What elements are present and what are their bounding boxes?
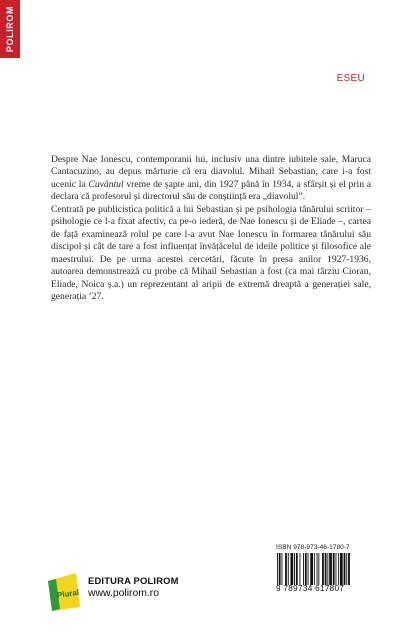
brand-vertical-text: POLIROM — [5, 5, 16, 53]
plural-logo-text: Plural — [56, 587, 80, 600]
publisher-name: EDITURA POLIROM — [88, 575, 179, 586]
barcode — [276, 553, 370, 585]
back-cover-blurb — [51, 154, 371, 303]
newspaper-title: Cuvântul — [88, 178, 124, 190]
collection-label: ESEU — [336, 73, 365, 84]
plural-logo — [46, 571, 82, 613]
barcode-digits: 9 789734 617807 — [276, 584, 345, 593]
publisher-url: www.polirom.ro — [88, 588, 160, 599]
isbn-block — [276, 544, 370, 593]
publisher-block — [46, 571, 179, 613]
brand-tab — [0, 0, 20, 58]
isbn-text: ISBN 978-973-46-1780-7 — [276, 544, 350, 551]
blurb-paragraph-2: Centrată pe publicistica politică a lui Sebastian și pe psihologia tânărului scriitor – psihologie ce l-a fixat afectiv, ca pe-o iederă, de Nae Ionescu și de Eliade –, cartea de față examinează rolul pe care l-a avut Nae Ionescu în formarea tânărului său discipol și cât de tare a fost influențat învățăcelul de ideile politice și filosofice ale maestrului. De pe urma acestei cercetări, făcute în presa anilor 1927-1936, autoarea demonstrează cu probe că Mihail Sebastian a fost (ca mai târziu Cioran, Eliade, Noica ș.a.) un reprezentant al aripii de extremă dreaptă a generației sale, generația ’27. — [51, 203, 371, 302]
blurb-paragraph-1: Despre Nae Ionescu, contemporanii lui, inclusiv una dintre iubitele sale, Maruca Cantacuzino, au depus mărturie că era diavolul. Mihail Sebastian, care i-a fost ucenic la Cuvântul vreme de șapte ani, din 1927 până în 1934, a sfârșit și el prin a declara că profesorul și directorul său de conștiință era „diavolul”. — [51, 154, 371, 203]
